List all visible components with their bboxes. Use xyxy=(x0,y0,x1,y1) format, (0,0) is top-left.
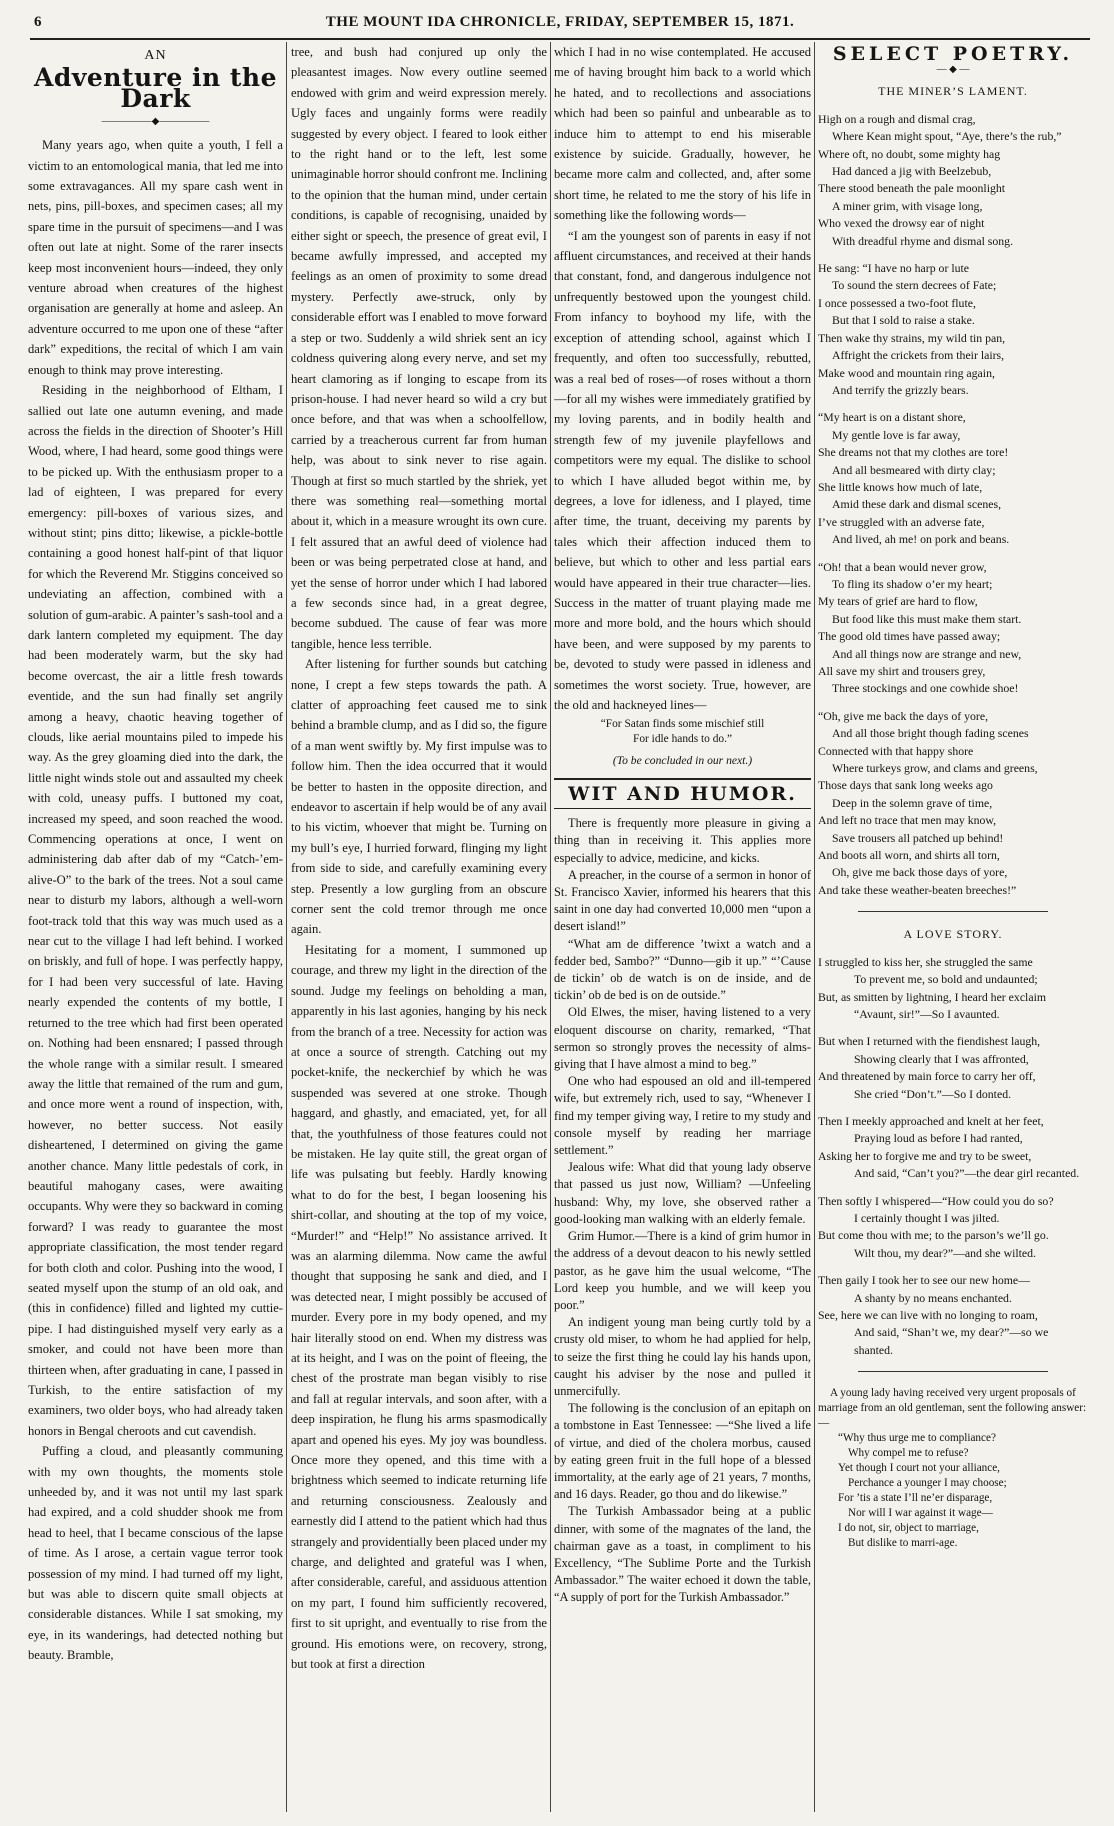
verse-line: My gentle love is far away, xyxy=(832,427,961,442)
wit-section xyxy=(554,815,811,1606)
stanza xyxy=(818,409,1088,548)
verse-line: I do not, sir, object to marriage, xyxy=(838,1522,979,1535)
verse-line: See, here we can live with no longing to roam, xyxy=(818,1308,1038,1322)
poem-divider xyxy=(858,1371,1048,1372)
stanza xyxy=(818,559,1088,698)
story-paragraph: Residing in the neighborhood of Eltham, I sallied out late one autumn evening, and made across the fields in the direction of Shooter’s Hill Wood, where, I had heard, some good things were to be picked up. With the enthusiasm proper to a lad of eighteen, I was prepared for every emergency: pill-boxes of various sizes, and without stint; pins ditto; likewise, a pickle-bottle containing a good honest half-pint of that liquor for which the Reverend Mr. Stiggins conceived so undeviating an affection, combined with a solution of gum-arabic. A painter’s sash-tool and a dark lantern completed my equipment. The day had been moderately warm, but the sky had become overcast, the air a little fresh towards eventide, and the sun had finally set angrily among a heavy, chaotic heaving together of clouds, like aerial mountains piled to impede his way. As the grey gloaming died into the dark, the little night winds stole out and assaulted my cheek with cold, uneasy puffs. I buttoned my coat, increased my speed, and soon reached the wood. Commencing operations at once, I went on administering dab after dab of my “Catch-’em-alive-O” to the bark of the trees. Not a soul came near to disturb my labors, although a well-worn foot-track told that this way was much used as a near cut to the village I had left behind. I worked on briskly, and full of hope. I was perfectly happy, for I had been very successful of late. Having nearly expended the contents of my bottle, I returned to the tree which had first been operated on. Nothing had been ensnared; I passed through the whole range with a similar result. I smeared away the little that remained of the rum and gum, and once more went a round of inspection, with, however, no better success. Not easily disheartened, I determined on giving the game another chance. Many little pedestals of cork, in beautiful mahogany cases, were awaiting occupants. Why were they so backward in coming forward? I was ready to guarantee the most appropriate classification, the most tender regard for both cloth and color. Pushing into the wood, I seated myself upon the stump of an old oak, and (this in confidence) filled and lighted my cuttie-pipe. I had distinguished myself very early as a smoker, and could not have been more than thirteen when, after graduating in cane, I passed in Turkish, to the entire satisfaction of my examiners, two older boys, who had already taken honors in Bengal cheroots and cut cavendish. xyxy=(28,383,283,1438)
stanza xyxy=(818,708,1088,899)
ornament-rule: —————◆————— xyxy=(101,116,210,128)
verse-line: But that I sold to raise a stake. xyxy=(832,313,975,328)
verse-line: Yet though I court not your alliance, xyxy=(838,1462,1000,1475)
wit-item: An indigent young man being curtly told by a crusty old miser, to whom he had applied for help, to seize the first thing he could lay his hands upon, caught his adviser by the nose and pulled it unmercifully. xyxy=(554,1315,811,1398)
poem-love-story xyxy=(818,954,1088,1360)
verse-line: Oh, give me back those days of yore, xyxy=(832,865,1008,880)
verse-line: And said, “Can’t you?”—the dear girl recanted. xyxy=(854,1166,1080,1181)
verse-line: She little knows how much of late, xyxy=(818,479,983,494)
verse-line: And left no trace that men may know, xyxy=(818,813,997,828)
verse-line: With dreadful rhyme and dismal song. xyxy=(832,233,1014,248)
verse-line: And boots all worn, and shirts all torn, xyxy=(818,848,1000,863)
stanza xyxy=(818,1193,1088,1263)
verse-line: And threatened by main force to carry her off, xyxy=(818,1069,1036,1084)
stanza xyxy=(818,954,1088,1024)
verse-line: She cried “Don’t.”—So I donted. xyxy=(854,1086,1012,1101)
verse-line: The good old times have passed away; xyxy=(818,629,1001,644)
verse-line: Then softly I whispered—“How could you do so? xyxy=(818,1193,1054,1208)
wit-item: Old Elwes, the miser, having listened to a very eloquent discourse on charity, remarked, “That sermon so strongly proves the necessity of alms-giving that I have almost a mind to beg.” xyxy=(554,1005,811,1072)
verse-line: “Avaunt, sir!”—So I avaunted. xyxy=(854,1006,1000,1021)
verse-line: She dreams not that my clothes are tore! xyxy=(818,445,1009,460)
poem-title: THE MINER’S LAMENT. xyxy=(878,84,1028,99)
story-paragraph: After listening for further sounds but catching none, I crept a few steps towards the path. A clatter of approaching feet caused me to sink behind a bramble clump, and as I did so, the figure of a man went swiftly by. My first impulse was to follow him. Then the idea occurred that it would be better to hasten in the opposite direction, and endeavor to ascertain if help would be of any avail to his victim, whoever that might be. Turning on my bull’s eye, I hurried forward, flinging my light from side to side, and carefully examining every step. Presently a low gurgling from an obscure corner sent the cold tremor through me once again. xyxy=(291,657,547,937)
continued-notice: (To be concluded in our next.) xyxy=(612,754,753,768)
story-paragraph: Many years ago, when quite a youth, I fell a victim to an entomological mania, that led me into some extravagances. All my spare cash went in nets, pins, pill-boxes, and specimen cases; all my spare time in the pursuit of specimens—and I was often out late at night. Some of the rarer insects keep most inconvenient hours—indeed, they only venture abroad when creatures of the highest organisation are generally at home and asleep. An adventure occurred to me upon one of these “after dark” expeditions, the recital of which I am vain enough to think may prove interesting. xyxy=(28,138,283,377)
verse-line: A shanty by no means enchanted. xyxy=(854,1290,1012,1305)
verse-line: He sang: “I have no harp or lute xyxy=(818,261,970,276)
story-paragraph: which I had in no wise contemplated. He accused me of having brought him back to a world which he hated, and to recollections and associations which had been so painful and unbearable as to induce him to attempt to end his miserable existence by suicide. Gradually, however, he became more calm and collected, and, after some short time, he related to me the story of his life in something like the following words— xyxy=(554,45,811,223)
verse-line: Asking her to forgive me and try to be sweet, xyxy=(818,1148,1032,1163)
column-divider xyxy=(550,42,551,1812)
verse-line: And said, “Shan’t we, my dear?”—so we shanted. xyxy=(854,1325,1049,1357)
stanza xyxy=(818,260,1088,399)
final-item xyxy=(818,1386,1088,1551)
verse-line: To sound the stern decrees of Fate; xyxy=(832,278,997,293)
verse-line: Where Kean might spout, “Aye, there’s the rub,” xyxy=(832,129,1062,144)
verse-line: My tears of grief are hard to flow, xyxy=(818,594,978,609)
verse-line: But when I returned with the fiendishest laugh, xyxy=(818,1034,1041,1049)
verse-line: To fling its shadow o’er my heart; xyxy=(832,576,993,591)
column-divider xyxy=(814,42,815,1812)
running-head: THE MOUNT IDA CHRONICLE, FRIDAY, SEPTEMBER 15, 1871. xyxy=(325,14,795,30)
verse-line: Then wake thy strains, my wild tin pan, xyxy=(818,330,1006,345)
verse-line: Connected with that happy shore xyxy=(818,743,974,758)
verse-line: And all those bright though fading scenes xyxy=(832,726,1029,741)
verse-line: But food like this must make them start. xyxy=(832,611,1022,626)
verse-line: Wilt thou, my dear?”—and she wilted. xyxy=(854,1245,1036,1260)
wit-and-humor-heading: WIT AND HUMOR. xyxy=(554,778,811,809)
wit-item: The following is the conclusion of an epitaph on a tombstone in East Tennessee: —“She lived a life of virtue, and died of the cholera morbus, caused by eating green fruit in the full hope of a blessed immortality, at the early age of 21 years, 7 months, and 16 days. Reader, go thou and do likewise.” xyxy=(554,1401,811,1502)
verse-line: Why compel me to refuse? xyxy=(848,1447,969,1460)
verse-line: There stood beneath the pale moonlight xyxy=(818,181,1006,196)
verse-line: But, as smitten by lightning, I heard her exclaim xyxy=(818,989,1047,1004)
verse-line: Then gaily I took her to see our new home— xyxy=(818,1273,1030,1288)
story-paragraph: Hesitating for a moment, I summoned up courage, and threw my light in the direction of the sound. Judge my feelings on beholding a man, apparently in his last agonies, hanging by his neck from the branch of a tree. Necessity for action was at once a source of strength. Catching out my pocket-knife, the neckerchief by which he was suspended was severed at one stroke. Though haggard, and ghastly, and emaciated, yet, for all that, the youthfulness of those features could not be mistaken. He lay quite still, the great organ of life was pulsating but feebly. Hardly knowing what to do for the best, I began loosening his shirt-collar, and shouting at the top of my voice, “Murder!” and “Help!” No assistance arrived. It was an alarming dilemma. Now came the awful thought that supposing he sank and died, and I was detected near, I might possibly be accused of murder. Every pore in my body opened, and my hair literally stood on end. When my distress was at its height, and I was on the point of fleeing, the chest of the prostrate man began visibly to rise and fall at regular intervals, and soon after, with a deep inspiration, he flung his arms spasmodically apart and opened his eyes. My joy was boundless. Once more they opened, and this time with a brightness which seemed to indicate returning life and returning consciousness. Zealously and earnestly did I attend to the patient which had thus strangely and providentially been placed under my charge, and delighted and grateful was I when, after considerable, careful, and assiduous attention on my part, I found him sufficiently recovered, first to sit upright, and eventually to rise from the ground. His emotions were, on recovery, strong, but took at first a direction xyxy=(291,942,547,1672)
verse-line: “Why thus urge me to compliance? xyxy=(838,1432,996,1445)
wit-item: The Turkish Ambassador being at a public dinner, with some of the magnates of the land, the chairman gave as a toast, in compliment to his Excellency, “The Sublime Porte and the Turkish Ambassador.” The waiter echoed it down the table, “A supply of port for the Turkish Ambassador.” xyxy=(554,1504,811,1605)
verse-line: I certainly thought I was jilted. xyxy=(854,1210,1000,1225)
wit-item: One who had espoused an old and ill-tempered wife, but extremely rich, used to say, “Whenever I find my temper giving way, I retire to my study and console myself by reading her marriage settlement.” xyxy=(554,1074,811,1158)
poem-title: A LOVE STORY. xyxy=(903,927,1003,942)
masthead xyxy=(30,14,1090,36)
verse-line: Make wood and mountain ring again, xyxy=(818,365,995,380)
column-divider xyxy=(286,42,287,1812)
column-4 xyxy=(818,42,1088,1812)
final-verse xyxy=(818,1431,1088,1551)
verse-line: “Oh, give me back the days of yore, xyxy=(818,708,989,723)
verse-line: Where turkeys grow, and clams and greens, xyxy=(832,761,1038,776)
column-1 xyxy=(28,42,283,1812)
wit-item: Grim Humor.—There is a kind of grim humor in the address of a devout deacon to his newly settled pastor, as he gave him the usual welcome, “The Lord keep you humble, and we will keep you poor.” xyxy=(554,1229,811,1312)
verse-line: I once possessed a two-foot flute, xyxy=(818,295,976,310)
verse-line: Those days that sank long weeks ago xyxy=(818,778,993,793)
stanza xyxy=(818,1033,1088,1103)
verse-line: Perchance a younger I may choose; xyxy=(848,1477,1007,1490)
verse-line: Then I meekly approached and knelt at her feet, xyxy=(818,1113,1044,1128)
verse-line: Praying loud as before I had ranted, xyxy=(854,1131,1023,1146)
verse-line: Who vexed the drowsy ear of night xyxy=(818,216,985,231)
verse-line: “Oh! that a bean would never grow, xyxy=(818,559,987,574)
wit-item: There is frequently more pleasure in giving a thing than in receiving it. This applies more especially to advice, medicine, and kicks. xyxy=(554,816,811,865)
verse-line: Three stockings and one cowhide shoe! xyxy=(832,681,1019,696)
verse-line: All save my shirt and trousers grey, xyxy=(818,664,986,678)
verse-line: But come thou with me; to the parson’s we’ll go. xyxy=(818,1228,1049,1243)
poem-miners-lament xyxy=(818,111,1088,899)
verse-line: To prevent me, so bold and undaunted; xyxy=(854,972,1038,987)
verse-line: A miner grim, with visage long, xyxy=(832,198,983,213)
verse-line: Deep in the solemn grave of time, xyxy=(832,795,993,810)
verse-line: Showing clearly that I was affronted, xyxy=(854,1051,1029,1066)
verse-line: And all things now are strange and new, xyxy=(832,646,1022,661)
verse-line: For ’tis a state I’ll ne’er disparage, xyxy=(838,1492,993,1505)
verse-line: Had danced a jig with Beelzebub, xyxy=(832,164,992,179)
verse-line: “My heart is on a distant shore, xyxy=(818,410,966,425)
wit-item: Jealous wife: What did that young lady observe that passed us just now, William? —Unfeeling husband: Why, my love, she observed rather a good-looking man walking with an elderly female. xyxy=(554,1160,811,1226)
verse-line: I struggled to kiss her, she struggled the same xyxy=(818,954,1033,969)
wit-item: “What am de difference ’twixt a watch and a fedder bed, Sambo?” “Dunno—gib it up.” “’Cause de tickin’ ob de watch is on de inside, and de tickin’ ob de bed is on de outside.” xyxy=(554,936,811,1003)
wit-item: A preacher, in the course of a sermon in honor of St. Francisco Xavier, informed his hearers that this saint in one day had converted 10,000 men “upon a desert island!” xyxy=(554,867,811,934)
verse-line: And terrify the grizzly bears. xyxy=(832,382,969,397)
verse-line: High on a rough and dismal crag, xyxy=(818,111,976,126)
story-kicker: AN xyxy=(144,48,167,63)
verse-line: And lived, ah me! on pork and beans. xyxy=(832,532,1010,547)
stanza xyxy=(818,1113,1088,1183)
story-title: Adventure in the Dark xyxy=(34,63,277,113)
stanza xyxy=(818,1272,1088,1359)
verse-line: Where oft, no doubt, some mighty hag xyxy=(818,146,1001,161)
ornament-rule: — ◆ — xyxy=(936,64,970,76)
story-paragraph: tree, and bush had conjured up only the pleasantest images. Now every outline seemed endowed with grim and weird expression merely. Ugly faces and ungainly forms were readily suggested by every object. I feared to look either to the right hand or to the left, lest some unimaginable horror should confront me. Inclining to the opinion that the human mind, under certain conditions, is capable of recognising, unaided by either sight or speech, the presence of great evil, I became awfully impressed, and accepted my feelings as an omen of proximity to some dread mystery. Perfectly awe-struck, only by considerable effort was I enabled to move forward a step or two. Suddenly a wild shriek sent an icy coldness quivering along every nerve, and set my heart clamoring as if longing to escape from its prison-house. I had never heard so wild a cry but once before, and that was when a schoolfellow, carried by a treacherous current far from human help, was about to sink never to rise again. Though at first so much startled by the shriek, yet there was something real—something mortal about it, which in a measure wrought its own cure. I felt assured that an awful deed of violence had been or was being perpetrated close at hand, and yet the sense of horror under which I had labored a few seconds since had, in a great degree, become subdued. The cause of fear was more tangible, hence less terrible. xyxy=(291,45,547,651)
top-rule xyxy=(30,38,1090,40)
verse-line: I’ve struggled with an adverse fate, xyxy=(818,514,985,529)
select-poetry-heading: SELECT POETRY. xyxy=(832,43,1074,65)
verse-line: And all besmeared with dirty clay; xyxy=(832,462,996,477)
story-paragraph: Puffing a cloud, and pleasantly communing with my own thoughts, the moments stole unheeded by, and it was not until my last spark had expired, and a cold shudder shook me from head to heel, that I became conscious of the lapse of time. As I arose, a certain vague terror took possession of my mind. I had turned off my light, but was able to discern quite small objects at considerable distances. While I sat smoking, my eye, in its wanderings, had detected nothing but beauty. Bramble, xyxy=(28,1444,283,1663)
verse-quote-line: “For Satan finds some mischief still xyxy=(600,718,765,731)
verse-line: Affright the crickets from their lairs, xyxy=(832,348,1005,363)
stanza xyxy=(818,111,1088,250)
verse-line: Save trousers all patched up behind! xyxy=(832,830,1004,845)
verse-quote-line: For idle hands to do.” xyxy=(632,733,733,746)
verse-line: And take these weather-beaten breeches!” xyxy=(818,882,1017,897)
page-number: 6 xyxy=(34,14,42,30)
final-intro: A young lady having received very urgent proposals of marriage from an old gentleman, sent the following answer:— xyxy=(818,1387,1087,1430)
poem-divider xyxy=(858,911,1048,912)
verse-line: Amid these dark and dismal scenes, xyxy=(832,497,1002,512)
column-3 xyxy=(554,42,811,1812)
verse-line: Nor will I war against it wage— xyxy=(848,1507,993,1520)
verse-line: But dislike to marri-age. xyxy=(848,1537,958,1550)
column-2 xyxy=(291,42,547,1812)
story-paragraph: “I am the youngest son of parents in easy if not affluent circumstances, and received at their hands that constant, fond, and dangerous indulgence not unfrequently bestowed upon the youngest child. From infancy to boyhood my life, with the exception of attending school, against which I frequently, and often too successfully, rebutted, was a real bed of roses—of roses without a thorn—for all my wishes were immediately gratified by my loving parents, and in bodily health and strength few of my juvenile playfellows and competitors were my equal. The dislike to school to which I have alluded begot within me, by degrees, a love for idleness, and I played, time after time, the truant, deceiving my parents by tales which their affection induced them to believe, but which to other and less partial ears would have appeared in their true character—lies. Success in the matter of truant playing made me more and more bold, and the hours which should have been, and were supposed by my parents to be, devoted to study were passed in idleness and sometimes the worst society. True, however, are the old and hackneyed lines— xyxy=(554,228,811,712)
